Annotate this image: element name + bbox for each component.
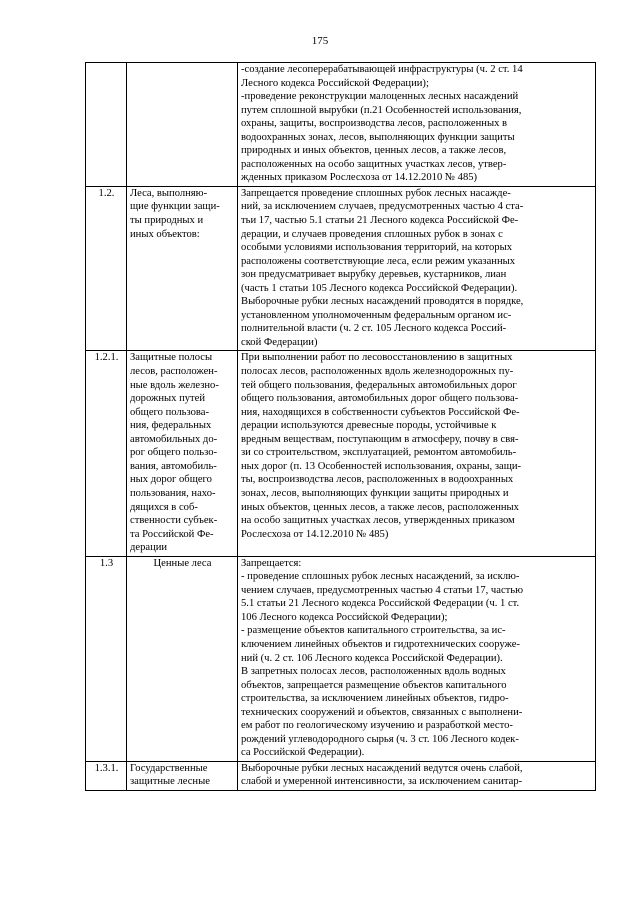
regulation-line: тьи 17, частью 5.1 статьи 21 Лесного кодекса Российской Фе- [241, 215, 519, 227]
forest-category [127, 63, 238, 187]
table-row [86, 761, 596, 790]
table-row [86, 351, 596, 556]
regulation-line: установленном уполномоченным федеральным органом ис- [241, 309, 512, 321]
category-line: общего пользова- [130, 406, 210, 418]
category-line: автомобильных до- [130, 433, 218, 445]
regulation-text [238, 63, 596, 187]
regulation-line: рождений углеводородного сырья (ч. 3 ст. 106 Лесного кодек- [241, 733, 519, 745]
regulation-line: полосах лесов, расположенных вдоль железнодорожных пу- [241, 366, 514, 378]
regulation-text [238, 186, 596, 351]
regulation-line: ния, находящихся в собственности субъектов Российской Фе- [241, 406, 520, 418]
regulation-line: жденных приказом Рослесхоза от 14.12.2010 № 485) [241, 172, 478, 184]
regulation-line: ты, воспроизводства лесов, расположенных в водоохранных [241, 474, 514, 486]
regulation-line: на особо защитных участках лесов, утвержденных приказом [241, 515, 515, 527]
regulation-line: са Российской Федерации). [241, 747, 365, 759]
regulation-line: ний (ч. 2 ст. 106 Лесного кодекса Российской Федерации). [241, 652, 503, 664]
regulation-line: - проведение сплошных рубок лесных насаждений, за исклю- [241, 571, 520, 583]
category-line: ния, федеральных [130, 420, 212, 432]
regulation-line: чением случаев, предусмотренных частью 4 статьи 17, частью [241, 584, 524, 596]
regulation-line: зонах, лесов, выполняющих функции защиты природных и [241, 487, 509, 499]
category-line: ных дорог общего [130, 474, 212, 486]
category-line: иных объектов: [130, 228, 200, 240]
category-line: ственности субъек- [130, 515, 218, 527]
category-line: Леса, выполняю- [130, 187, 208, 199]
regulation-line: ем работ по геологическому изучению и разработкой место- [241, 720, 513, 732]
regulation-line: 106 Лесного кодекса Российской Федерации); [241, 611, 448, 623]
regulation-line: водоохранных зонах, лесов, выполняющих функции защиты [241, 131, 515, 143]
regulation-text [238, 351, 596, 556]
row-number: 1.3 [86, 556, 127, 761]
category-line: Защитные полосы [130, 352, 213, 364]
regulation-line: Лесного кодекса Российской Федерации); [241, 77, 429, 89]
regulation-line: Запрещается проведение сплошных рубок лесных насажде- [241, 187, 511, 199]
regulation-line: - размещение объектов капитального строительства, за ис- [241, 625, 506, 637]
regulation-line: ний, за исключением случаев, предусмотренных частью 4 ста- [241, 201, 524, 213]
regulation-line: зи со строительством, эксплуатацией, ремонтом автомобиль- [241, 447, 517, 459]
regulation-line: общего пользования, автомобильных дорог общего пользова- [241, 393, 519, 405]
category-line: вания, автомобиль- [130, 460, 217, 472]
regulation-line: тей общего пользования, федеральных автомобильных дорог [241, 379, 517, 391]
category-line: дорожных путей [130, 393, 206, 405]
regulation-line: Выборочные рубки лесных насаждений ведутся очень слабой, [241, 762, 523, 774]
category-line: Ценные леса [153, 557, 212, 569]
row-number: 1.2. [86, 186, 127, 351]
regulation-table [85, 62, 596, 791]
category-line: дящихся в соб- [130, 501, 198, 513]
regulation-line: иных объектов, ценных лесов, а также лесов, расположенных [241, 501, 519, 513]
regulation-line: вредным веществам, поступающим в атмосферу, почву в свя- [241, 433, 519, 445]
table-row [86, 556, 596, 761]
regulation-line: При выполнении работ по лесовосстановлению в защитных [241, 352, 513, 364]
regulation-line: расположены соответствующие леса, если режим указанных [241, 255, 516, 267]
category-line: ные вдоль железно- [130, 379, 219, 391]
row-number [86, 63, 127, 187]
category-line: ты природных и [130, 215, 204, 227]
regulation-line: путем сплошной вырубки (п.21 Особенностей использования, [241, 104, 522, 116]
row-number: 1.2.1. [86, 351, 127, 556]
table-row [86, 63, 596, 187]
regulation-line: ных дорог (п. 13 Особенностей использования, охраны, защи- [241, 460, 522, 472]
regulation-line: полнительной власти (ч. 2 ст. 105 Лесного кодекса Россий- [241, 323, 507, 335]
regulation-line: дерации, и случаев проведения сплошных рубок в зонах с [241, 228, 503, 240]
forest-category [127, 186, 238, 351]
category-line: рог общего пользо- [130, 447, 218, 459]
regulation-text [238, 761, 596, 790]
regulation-line: расположенных на особо защитных участках лесов, утвер- [241, 158, 507, 170]
regulation-line: охраны, защиты, воспроизводства лесов, расположенных в [241, 118, 508, 130]
regulation-line: Выборочные рубки лесных насаждений проводятся в порядке, [241, 296, 524, 308]
regulation-line: -создание лесоперерабатывающей инфраструктуры (ч. 2 ст. 14 [241, 64, 523, 75]
regulation-line: Рослесхоза от 14.12.2010 № 485) [241, 528, 389, 540]
category-line: щие функции защи- [130, 201, 220, 213]
regulation-line: В запретных полосах лесов, расположенных вдоль водных [241, 666, 506, 678]
regulation-line: -проведение реконструкции малоценных лесных насаждений [241, 91, 519, 103]
regulation-line: ключением линейных объектов и гидротехнических сооруже- [241, 638, 520, 650]
regulation-line: 5.1 статьи 21 Лесного кодекса Российской Федерации (ч. 1 ст. [241, 598, 520, 610]
regulation-line: слабой и умеренной интенсивности, за исключением санитар- [241, 776, 523, 788]
regulation-line: строительства, за исключением линейных объектов, гидро- [241, 693, 509, 705]
regulation-line: ской Федерации) [241, 336, 318, 348]
row-number: 1.3.1. [86, 761, 127, 790]
regulation-text [238, 556, 596, 761]
regulation-line: особыми условиями использования территорий, на которых [241, 242, 512, 254]
regulation-line: дерации используются древесные породы, устойчивые к [241, 420, 497, 432]
regulation-line: (часть 1 статьи 105 Лесного кодекса Российской Федерации). [241, 282, 518, 294]
category-line: защитные лесные [130, 776, 210, 788]
forest-category [127, 556, 238, 761]
forest-category [127, 761, 238, 790]
forest-category [127, 351, 238, 556]
regulation-line: объектов, запрещается размещение объектов капитального [241, 679, 507, 691]
category-line: Государственные [130, 762, 208, 774]
regulation-line: зон предусматривает вырубку деревьев, кустарников, лиан [241, 269, 507, 281]
regulation-line: природных и иных объектов, ценных лесов, а также лесов, [241, 145, 507, 157]
category-line: та Российской Фе- [130, 528, 214, 540]
category-line: пользования, нахо- [130, 487, 216, 499]
category-line: дерации [130, 542, 168, 554]
category-line: лесов, расположен- [130, 366, 218, 378]
regulation-line: Запрещается: [241, 557, 302, 569]
page-number: 175 [311, 35, 329, 47]
table-row [86, 186, 596, 351]
regulation-line: технических сооружений и объектов, связанных с выполнени- [241, 706, 523, 718]
